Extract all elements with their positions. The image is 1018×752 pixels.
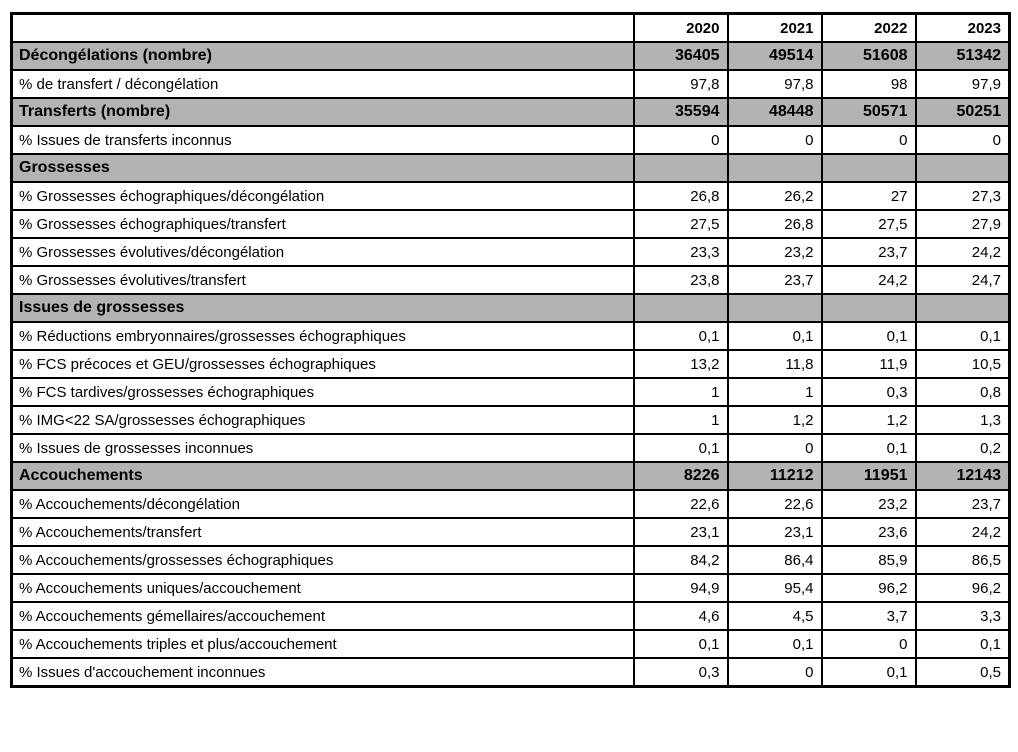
table-row bbox=[12, 266, 1010, 294]
value-cell: 23,3 bbox=[634, 238, 728, 266]
value-cell: 0,1 bbox=[822, 658, 916, 687]
value-cell: 0,1 bbox=[728, 630, 822, 658]
section-row bbox=[12, 294, 1010, 322]
row-label-cell: % de transfert / décongélation bbox=[12, 70, 634, 98]
table-row bbox=[12, 546, 1010, 574]
value-cell: 22,6 bbox=[728, 490, 822, 518]
value-cell: 0 bbox=[916, 126, 1010, 154]
row-label-cell: % Réductions embryonnaires/grossesses échographiques bbox=[12, 322, 634, 350]
value-cell: 97,8 bbox=[634, 70, 728, 98]
corner-header-cell bbox=[12, 14, 634, 43]
table-row bbox=[12, 350, 1010, 378]
header-row bbox=[12, 14, 1010, 43]
statistics-table bbox=[10, 12, 1011, 688]
value-cell: 3,7 bbox=[822, 602, 916, 630]
value-cell: 1,2 bbox=[728, 406, 822, 434]
value-cell: 0,3 bbox=[634, 658, 728, 687]
value-cell: 95,4 bbox=[728, 574, 822, 602]
value-cell: 0,1 bbox=[728, 322, 822, 350]
value-cell: 11951 bbox=[822, 462, 916, 490]
value-cell: 0,1 bbox=[916, 322, 1010, 350]
value-cell: 96,2 bbox=[916, 574, 1010, 602]
value-cell: 24,2 bbox=[822, 266, 916, 294]
value-cell: 22,6 bbox=[634, 490, 728, 518]
value-cell: 51342 bbox=[916, 42, 1010, 70]
value-cell: 27,5 bbox=[634, 210, 728, 238]
value-cell: 27,9 bbox=[916, 210, 1010, 238]
value-cell: 0,1 bbox=[822, 322, 916, 350]
value-cell: 3,3 bbox=[916, 602, 1010, 630]
value-cell bbox=[822, 294, 916, 322]
value-cell: 0,1 bbox=[916, 630, 1010, 658]
table-row bbox=[12, 602, 1010, 630]
value-cell bbox=[916, 294, 1010, 322]
year-column-header: 2020 bbox=[634, 14, 728, 43]
value-cell: 85,9 bbox=[822, 546, 916, 574]
value-cell: 0,1 bbox=[634, 630, 728, 658]
table-row bbox=[12, 238, 1010, 266]
value-cell: 0,1 bbox=[822, 434, 916, 462]
value-cell: 27,5 bbox=[822, 210, 916, 238]
value-cell: 0,1 bbox=[634, 434, 728, 462]
table-row bbox=[12, 322, 1010, 350]
table-row bbox=[12, 406, 1010, 434]
value-cell: 24,7 bbox=[916, 266, 1010, 294]
row-label-cell: % Issues de grossesses inconnues bbox=[12, 434, 634, 462]
value-cell: 50251 bbox=[916, 98, 1010, 126]
row-label-cell: % Accouchements/transfert bbox=[12, 518, 634, 546]
table-row bbox=[12, 182, 1010, 210]
value-cell: 23,1 bbox=[728, 518, 822, 546]
value-cell: 26,8 bbox=[728, 210, 822, 238]
value-cell: 97,8 bbox=[728, 70, 822, 98]
value-cell: 0,3 bbox=[822, 378, 916, 406]
value-cell: 1 bbox=[728, 378, 822, 406]
value-cell: 8226 bbox=[634, 462, 728, 490]
value-cell bbox=[822, 154, 916, 182]
value-cell bbox=[634, 294, 728, 322]
row-label-cell: Grossesses bbox=[12, 154, 634, 182]
value-cell: 50571 bbox=[822, 98, 916, 126]
value-cell: 4,6 bbox=[634, 602, 728, 630]
value-cell: 86,5 bbox=[916, 546, 1010, 574]
value-cell: 23,7 bbox=[728, 266, 822, 294]
value-cell: 12143 bbox=[916, 462, 1010, 490]
value-cell: 36405 bbox=[634, 42, 728, 70]
row-label-cell: % Grossesses évolutives/décongélation bbox=[12, 238, 634, 266]
value-cell: 97,9 bbox=[916, 70, 1010, 98]
value-cell: 23,2 bbox=[728, 238, 822, 266]
section-row bbox=[12, 462, 1010, 490]
row-label-cell: % Issues d'accouchement inconnues bbox=[12, 658, 634, 687]
value-cell: 0,2 bbox=[916, 434, 1010, 462]
year-column-header: 2021 bbox=[728, 14, 822, 43]
row-label-cell: % Accouchements uniques/accouchement bbox=[12, 574, 634, 602]
table-row bbox=[12, 210, 1010, 238]
value-cell: 11,9 bbox=[822, 350, 916, 378]
value-cell: 94,9 bbox=[634, 574, 728, 602]
table-row bbox=[12, 658, 1010, 687]
row-label-cell: % Accouchements/décongélation bbox=[12, 490, 634, 518]
value-cell: 27 bbox=[822, 182, 916, 210]
value-cell: 0,1 bbox=[634, 322, 728, 350]
value-cell: 23,7 bbox=[822, 238, 916, 266]
section-row bbox=[12, 42, 1010, 70]
row-label-cell: % FCS tardives/grossesses échographiques bbox=[12, 378, 634, 406]
value-cell: 51608 bbox=[822, 42, 916, 70]
value-cell: 0 bbox=[728, 658, 822, 687]
table-row bbox=[12, 518, 1010, 546]
table-row bbox=[12, 574, 1010, 602]
value-cell: 11212 bbox=[728, 462, 822, 490]
table-row bbox=[12, 70, 1010, 98]
table-body bbox=[12, 42, 1010, 687]
row-label-cell: % Accouchements/grossesses échographiques bbox=[12, 546, 634, 574]
section-row bbox=[12, 154, 1010, 182]
value-cell: 98 bbox=[822, 70, 916, 98]
value-cell: 48448 bbox=[728, 98, 822, 126]
value-cell: 0 bbox=[728, 126, 822, 154]
table-row bbox=[12, 490, 1010, 518]
value-cell bbox=[634, 154, 728, 182]
value-cell bbox=[916, 154, 1010, 182]
value-cell: 1 bbox=[634, 378, 728, 406]
value-cell: 23,8 bbox=[634, 266, 728, 294]
row-label-cell: % Issues de transferts inconnus bbox=[12, 126, 634, 154]
value-cell: 27,3 bbox=[916, 182, 1010, 210]
row-label-cell: Décongélations (nombre) bbox=[12, 42, 634, 70]
row-label-cell: % Grossesses évolutives/transfert bbox=[12, 266, 634, 294]
table-row bbox=[12, 378, 1010, 406]
row-label-cell: % Grossesses échographiques/transfert bbox=[12, 210, 634, 238]
value-cell: 4,5 bbox=[728, 602, 822, 630]
value-cell: 23,7 bbox=[916, 490, 1010, 518]
value-cell: 86,4 bbox=[728, 546, 822, 574]
value-cell: 26,8 bbox=[634, 182, 728, 210]
value-cell: 11,8 bbox=[728, 350, 822, 378]
value-cell: 23,1 bbox=[634, 518, 728, 546]
value-cell: 26,2 bbox=[728, 182, 822, 210]
value-cell: 23,6 bbox=[822, 518, 916, 546]
value-cell: 1,3 bbox=[916, 406, 1010, 434]
table-row bbox=[12, 630, 1010, 658]
value-cell: 0 bbox=[822, 630, 916, 658]
value-cell: 0,5 bbox=[916, 658, 1010, 687]
value-cell: 23,2 bbox=[822, 490, 916, 518]
value-cell: 0 bbox=[728, 434, 822, 462]
value-cell: 24,2 bbox=[916, 238, 1010, 266]
row-label-cell: % FCS précoces et GEU/grossesses échographiques bbox=[12, 350, 634, 378]
table-row bbox=[12, 434, 1010, 462]
row-label-cell: % Grossesses échographiques/décongélation bbox=[12, 182, 634, 210]
value-cell: 1,2 bbox=[822, 406, 916, 434]
row-label-cell: % Accouchements gémellaires/accouchement bbox=[12, 602, 634, 630]
row-label-cell: Transferts (nombre) bbox=[12, 98, 634, 126]
section-row bbox=[12, 98, 1010, 126]
table-row bbox=[12, 126, 1010, 154]
value-cell: 0 bbox=[822, 126, 916, 154]
row-label-cell: % IMG<22 SA/grossesses échographiques bbox=[12, 406, 634, 434]
value-cell bbox=[728, 294, 822, 322]
value-cell: 24,2 bbox=[916, 518, 1010, 546]
value-cell: 10,5 bbox=[916, 350, 1010, 378]
value-cell bbox=[728, 154, 822, 182]
value-cell: 1 bbox=[634, 406, 728, 434]
value-cell: 0,8 bbox=[916, 378, 1010, 406]
value-cell: 96,2 bbox=[822, 574, 916, 602]
row-label-cell: Issues de grossesses bbox=[12, 294, 634, 322]
table-header bbox=[12, 14, 1010, 43]
value-cell: 0 bbox=[634, 126, 728, 154]
value-cell: 13,2 bbox=[634, 350, 728, 378]
value-cell: 35594 bbox=[634, 98, 728, 126]
year-column-header: 2022 bbox=[822, 14, 916, 43]
row-label-cell: Accouchements bbox=[12, 462, 634, 490]
year-column-header: 2023 bbox=[916, 14, 1010, 43]
value-cell: 49514 bbox=[728, 42, 822, 70]
row-label-cell: % Accouchements triples et plus/accouchement bbox=[12, 630, 634, 658]
value-cell: 84,2 bbox=[634, 546, 728, 574]
